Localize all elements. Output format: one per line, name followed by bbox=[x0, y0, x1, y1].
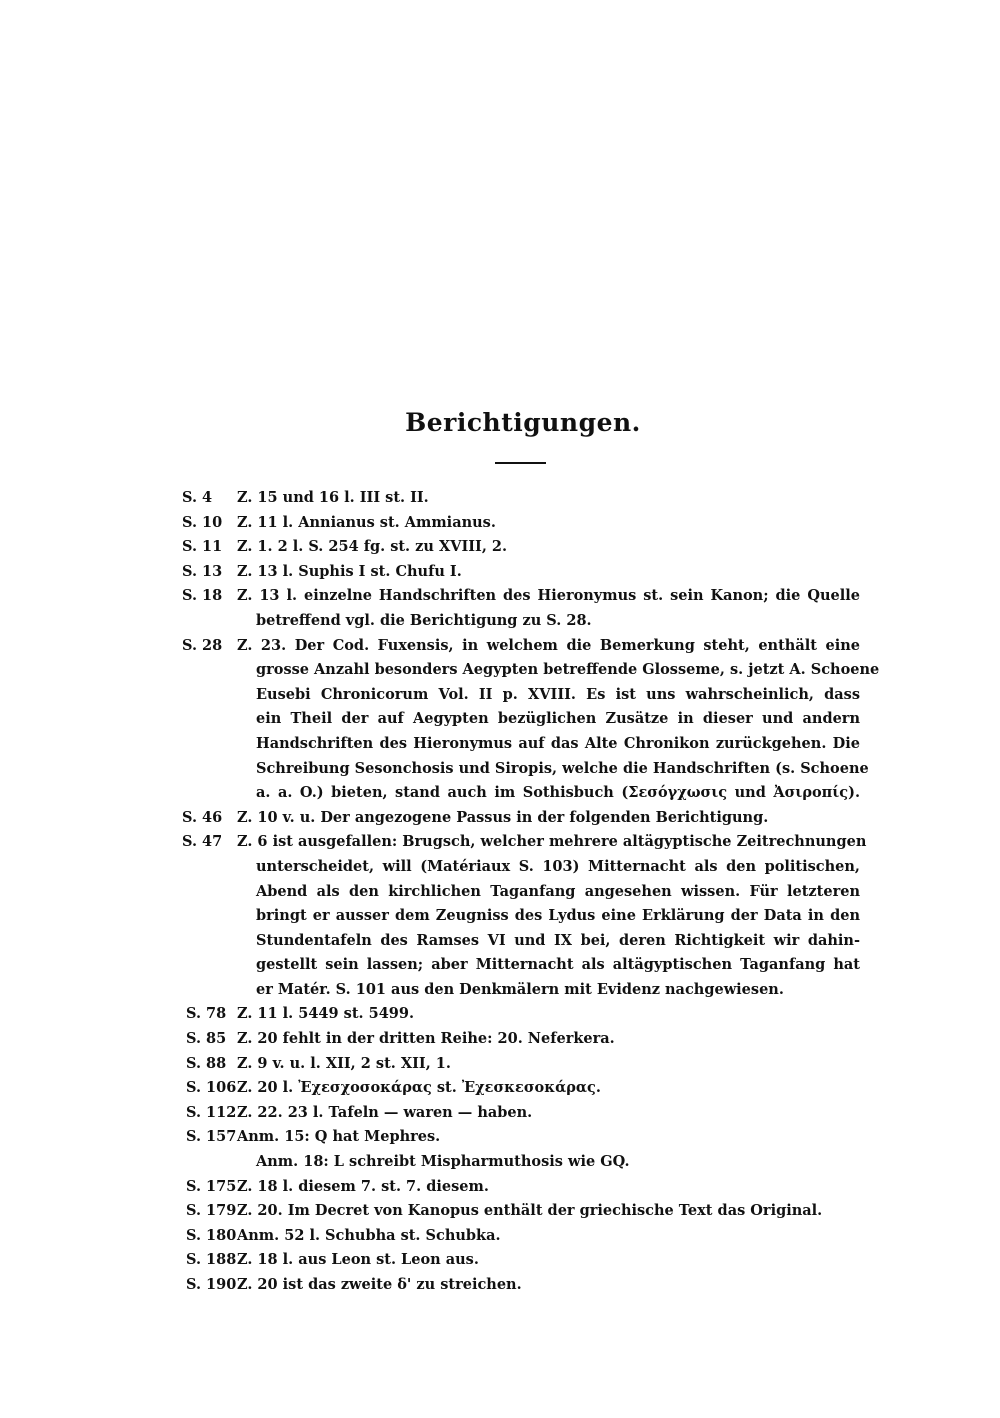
entry-text: Anm. 52 l. Schubha st. Schubka. bbox=[237, 1226, 501, 1244]
errata-entry bbox=[0, 1273, 1000, 1298]
entry-page-ref: S. 13 bbox=[182, 562, 223, 580]
entry-text: Z. 13 l. Suphis I st. Chufu I. bbox=[237, 562, 462, 580]
entry-page-ref: S. 10 bbox=[182, 513, 223, 531]
entry-text bbox=[0, 830, 867, 1002]
entry-text: Z. 15 und 16 l. III st. II. bbox=[237, 489, 429, 506]
entry-line: betreffend vgl. die Berichtigung zu S. 28. bbox=[256, 611, 592, 629]
errata-entry bbox=[0, 1101, 1000, 1126]
entry-line: Z. 6 ist ausgefallen: Brugsch, welcher mehrere altägyptische Zeitrechnungen bbox=[237, 833, 867, 851]
entry-page-ref: S. 190 bbox=[186, 1276, 237, 1293]
errata-entry bbox=[0, 584, 1000, 633]
entry-line: Z. 23. Der Cod. Fuxensis, in welchem die Bemerkung steht, enthält eine bbox=[237, 636, 860, 654]
page-title: Berichtigungen. bbox=[405, 408, 641, 437]
entry-page-ref: S. 175 bbox=[186, 1177, 237, 1195]
errata-entry bbox=[0, 560, 1000, 585]
entry-line: er Matér. S. 101 aus den Denkmälern mit Evidenz nachgewiesen. bbox=[256, 980, 784, 998]
entry-text: Z. 11 l. 5449 st. 5499. bbox=[237, 1005, 415, 1023]
entry-text: Anm. 18: L schreibt Mispharmuthosis wie GQ. bbox=[256, 1153, 630, 1171]
entry-page-ref: S. 157 bbox=[186, 1128, 237, 1146]
entry-line: Stundentafeln des Ramses VI und IX bei, deren Richtigkeit wir dahin- bbox=[256, 931, 860, 949]
errata-entry bbox=[0, 535, 1000, 560]
entry-text: Z. 1. 2 l. S. 254 fg. st. zu XVIII, 2. bbox=[237, 538, 508, 556]
entry-line: Schreibung Sesonchosis und Siropis, welche die Handschriften (s. Schoene bbox=[256, 759, 869, 777]
entry-text: Z. 9 v. u. l. XII, 2 st. XII, 1. bbox=[237, 1054, 451, 1072]
entry-text: Z. 10 v. u. Der angezogene Passus in der folgenden Berichtigung. bbox=[237, 808, 769, 826]
errata-entry bbox=[0, 1248, 1000, 1273]
entry-page-ref: S. 180 bbox=[186, 1226, 237, 1244]
entry-page-ref: S. 18 bbox=[182, 587, 223, 605]
entry-text bbox=[0, 634, 880, 806]
entry-text: Z. 18 l. aus Leon st. Leon aus. bbox=[237, 1251, 479, 1269]
entry-text: Z. 20 fehlt in der dritten Reihe: 20. Neferkera. bbox=[237, 1030, 615, 1048]
errata-entry bbox=[0, 1076, 1000, 1101]
errata-entry bbox=[0, 511, 1000, 536]
entry-line: grosse Anzahl besonders Aegypten betreffende Glosseme, s. jetzt A. Schoene bbox=[256, 661, 880, 679]
entry-line: ein Theil der auf Aegypten bezüglichen Zusätze in dieser und andern bbox=[256, 710, 860, 728]
entry-line: Eusebi Chronicorum Vol. II p. XVIII. Es ist uns wahrscheinlich, dass bbox=[256, 685, 860, 703]
errata-entry bbox=[0, 806, 1000, 831]
entry-page-ref: S. 46 bbox=[182, 808, 223, 826]
entry-page-ref: S. 85 bbox=[186, 1030, 227, 1048]
entry-page-ref: S. 112 bbox=[186, 1103, 237, 1121]
entry-line: gestellt sein lassen; aber Mitternacht als altägyptischen Taganfang hat bbox=[256, 956, 860, 974]
errata-entry bbox=[0, 1199, 1000, 1224]
errata-list bbox=[0, 486, 1000, 1298]
entry-page-ref: S. 188 bbox=[186, 1251, 237, 1269]
entry-line: Abend als den kirchlichen Taganfang angesehen wissen. Für letzteren bbox=[256, 882, 860, 900]
entry-line: a. a. O.) bieten, stand auch im Sothisbuch (Σεσόγχωσις und Ἀσιροπίς). bbox=[256, 784, 860, 802]
errata-entry bbox=[0, 1175, 1000, 1200]
entry-text: Z. 11 l. Annianus st. Ammianus. bbox=[237, 513, 496, 531]
entry-page-ref: S. 179 bbox=[186, 1202, 237, 1220]
title-rule bbox=[495, 462, 546, 464]
entry-page-ref: S. 88 bbox=[186, 1054, 227, 1072]
entry-text: Z. 20 ist das zweite δ' zu streichen. bbox=[237, 1276, 522, 1293]
entry-page-ref: S. 28 bbox=[182, 636, 223, 654]
errata-entry bbox=[0, 1224, 1000, 1249]
errata-entry bbox=[0, 634, 1000, 806]
entry-line: Z. 13 l. einzelne Handschriften des Hieronymus st. sein Kanon; die Quelle bbox=[237, 587, 860, 605]
entry-text: Z. 20. Im Decret von Kanopus enthält der griechische Text das Original. bbox=[237, 1202, 823, 1220]
entry-page-ref: S. 47 bbox=[182, 833, 223, 851]
entry-text bbox=[0, 584, 860, 633]
entry-text: Z. 22. 23 l. Tafeln — waren — haben. bbox=[237, 1103, 533, 1121]
errata-entry bbox=[0, 830, 1000, 1002]
entry-page-ref: S. 106 bbox=[186, 1079, 237, 1097]
errata-entry bbox=[0, 1002, 1000, 1027]
entry-page-ref: S. 78 bbox=[186, 1005, 227, 1023]
entry-line: bringt er ausser dem Zeugniss des Lydus eine Erklärung der Data in den bbox=[256, 907, 860, 925]
entry-text: Z. 20 l. Ἐχεσχοσοκάρας st. Ἐχεσκεσοκάρας. bbox=[237, 1079, 601, 1097]
entry-page-ref: S. 11 bbox=[182, 538, 223, 556]
entry-text: Anm. 15: Q hat Mephres. bbox=[237, 1128, 441, 1146]
entry-page-ref: S. 4 bbox=[182, 489, 213, 506]
entry-text: Z. 18 l. diesem 7. st. 7. diesem. bbox=[237, 1177, 489, 1195]
entry-line: unterscheidet, will (Matériaux S. 103) Mitternacht als den politischen, bbox=[256, 857, 860, 875]
errata-entry bbox=[0, 1052, 1000, 1077]
errata-entry bbox=[0, 1027, 1000, 1052]
entry-line: Handschriften des Hieronymus auf das Alte Chronikon zurückgehen. Die bbox=[256, 734, 860, 752]
errata-entry bbox=[0, 486, 1000, 511]
errata-entry bbox=[0, 1125, 1000, 1174]
